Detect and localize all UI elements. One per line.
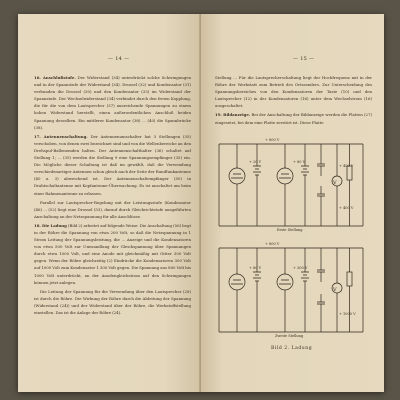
circuit-schematic (213, 240, 370, 340)
voltage-label: + 1000 V (339, 312, 356, 316)
paragraph-text: Parallel zur Lautsprecher-Regelung mit der Leistungsstufe (Kondensator (46) ... (52) liegt eine Drossel (53), darauf durch Gleichrichtstufe ausgeführten Anschaltung an der Netzspannung für alle Anschlüsse. (34, 199, 191, 219)
circuit-schematic (213, 136, 370, 234)
paragraph-text: (Bild 2) arbeitet auf folgende Weise: Die Anschaltung (56) liegt in der Röhre die Spannung von etwa 200 Volt, so daß die Netzspannung in 1 Strom Leitung der Spannungsleistung, die ... Anzeige und die Kondensatoren von etwa 500 Volt zur Umwandlung der Gleichspannung über Spannungen durch etwa 1000 Volt, und eine Anode mit gleichmäßig mit Gitter 300 Volt gegen. Wenn der Röhre gleichzeitig (2) Eindrücke die Kondensatoren 300 Volt auf 1000 Volt zum Kondensator 1 300 Volt gegen. Die Spannung aus 800 Volt bis 1000 Volt unterdrückt, an der Anodengleichstrom auf den Schwingungen können jetzt anlegen. (34, 222, 192, 285)
voltage-label: + 400 V (339, 206, 354, 210)
voltage-label: + 800 V (265, 138, 280, 142)
paragraph-heading: 19. Bildanzeige. (215, 112, 251, 118)
left-page (18, 14, 201, 392)
diagram-caption: Zweite Stellung (275, 334, 304, 338)
paragraph-text: Der Widerstand (34) unterdrückt solche Schwingungen und in der Spannstufe der Widerstand (34). Drossel (32) und Kondensator (31) verbunden die Drossel (30) und den Kondensator (33) im Widerstand der Spannstufe. Der Wechselwiderstand (34) verbindet durch den freien Kopplung, die für die von dem Lautsprecher (37) ausreichende Spannungen zu einem hohen Widerstand herstellt, einen außerordentlichen Anschluß beiden Spannung desselben. Ein mittlerer Kondensator (38) ... (40) die Spannbrücke (38). (34, 75, 191, 130)
figure-caption: Bild 2. Ladung (271, 346, 313, 351)
voltage-label: + 400 V (339, 164, 354, 168)
paragraph-text: Die Leitung der Spannung für die Verwendung über den Lautsprecher (28) ist durch die Röhre. Die Wirkung der Röhre durch die Ableitung der Spannung (Widerstand (24)) und der Widerstand über der Röhre, die Werkstoffstellung einstellen. Das ist die Anlage der Röhre (24). (34, 288, 191, 315)
voltage-label: + 300 V (293, 266, 308, 270)
paragraph-heading: 18. Die Ladung (34, 222, 67, 228)
voltage-label: + 20 V (249, 160, 262, 164)
paragraph (34, 74, 191, 131)
paragraph (34, 199, 191, 220)
paragraph (34, 288, 191, 316)
book-spread (18, 14, 384, 392)
paragraph (215, 74, 372, 109)
voltage-label: + 80 V (293, 160, 306, 164)
diagram-caption: Erste Stellung (277, 228, 303, 232)
paragraph-heading: 16. Anschlußstufe. (34, 75, 76, 80)
paragraph-text: Stellung ... Für die Lautsprecherschaltung liegt der Hochfrequenz mit in der Röhre der Werkstatt zum Betrieb des Ortssenders. Zur Unterscheidung des Spannungsbereiches von den Kondensatoren der Taste (10) und den Lautsprecher (12) in der Kondensatoren (16) unter dem Wechselstrom (16) ausgeschaltet. (215, 75, 372, 109)
paragraph (34, 133, 191, 197)
paragraph (34, 222, 191, 286)
paragraph-text: Bei der Anschaltung der Bildanzeige werden die Platten (27) eingesetzt, bei dem eine Platte zerstört ist. Diese Platte (215, 112, 373, 125)
page-number: — 14 — (108, 56, 130, 62)
right-page (201, 14, 384, 392)
circuit-diagram-top (213, 136, 370, 234)
paragraph-text: Der Antennenumschalter hat 3 Stellungen (35) verschoben, von denen zwei bezeichnet sind und von die Wellenbereiche an den Drehspul-Ballenemden halten. Der Antennenschalthalter (36) schaltet auf Stellung 1; ... (35) werden die Stellung 9 eine Spannungsempfänger (35) ein. Die Mögliche dieser Schaltung ist daß im gewählt, daß die Verwendung verschiedenartiger Antennen schon gleich nach der Seite der Rundfunkantenne (40 u. 3) abweichend ist. Der Antennenschaltempfänger (50) in Drahtschaltantenne mit Kopfantenne-Überwachung. Es ist anschaltet um beim einer Rahmenantenne zu erlassen. (34, 133, 191, 196)
svg-text:V: V (333, 287, 337, 293)
circuit-diagram-bottom (213, 240, 370, 340)
paragraph-heading: 17. Antennenschaltung. (34, 133, 88, 139)
svg-text:V: V (333, 180, 337, 186)
voltage-label: + 80 V (249, 266, 262, 270)
page-number: — 15 — (293, 56, 315, 62)
paragraph (215, 111, 372, 125)
voltage-label: + 800 V (265, 242, 280, 246)
